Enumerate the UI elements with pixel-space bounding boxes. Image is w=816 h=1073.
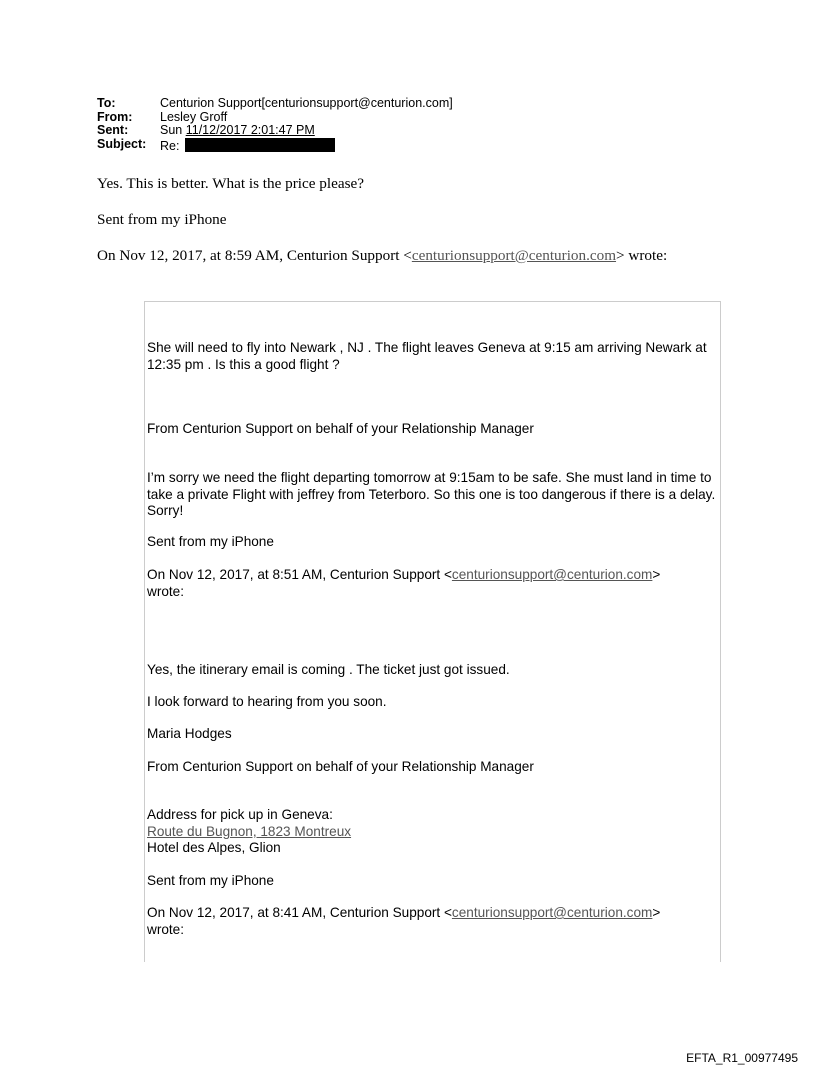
email-header	[97, 97, 453, 153]
sent-prefix: Sun	[160, 123, 186, 137]
sent-value-wrap	[160, 124, 315, 138]
subject-value-wrap	[160, 138, 335, 154]
itinerary-message: Yes, the itinerary email is coming . The ticket just got issued.	[147, 662, 510, 677]
hotel-line: Hotel des Alpes, Glion	[147, 840, 281, 855]
wrote-prefix: On Nov 12, 2017, at 8:59 AM, Centurion Support <	[97, 247, 412, 264]
to-label: To:	[97, 96, 116, 110]
reply-sent-from-iphone: Sent from my iPhone	[97, 211, 227, 228]
wrote-suffix: > wrote:	[616, 247, 668, 264]
wrote3-suffix: > wrote:	[147, 905, 661, 937]
address-link-wrap	[147, 824, 717, 841]
to-row	[97, 97, 453, 111]
wrote-line-2	[147, 567, 687, 600]
address-label: Address for pick up in Geneva:	[147, 807, 333, 822]
sent-value: 11/12/2017 2:01:47 PM	[185, 123, 315, 137]
sent-from-iphone-2: Sent from my iPhone	[147, 873, 274, 888]
sent-label: Sent:	[97, 123, 129, 137]
to-value: Centurion Support[centurionsupport@centurion.com]	[160, 96, 453, 110]
email-link-2[interactable]: centurionsupport@centurion.com	[451, 567, 653, 582]
signature: Maria Hodges	[147, 726, 232, 741]
look-forward-line: I look forward to hearing from you soon.	[147, 694, 387, 709]
address-link[interactable]: Route du Bugnon, 1823 Montreux	[147, 824, 352, 839]
from-label: From:	[97, 109, 133, 124]
sent-row	[97, 124, 453, 138]
reply-wrote-line	[97, 247, 667, 265]
email-link-3[interactable]: centurionsupport@centurion.com	[451, 905, 653, 920]
email-link[interactable]: centurionsupport@centurion.com	[411, 247, 617, 264]
reply-line-1: Yes. This is better. What is the price please?	[97, 175, 364, 192]
subject-label: Subject:	[97, 136, 147, 151]
redaction-bar	[185, 138, 335, 152]
sorry-message: I’m sorry we need the flight departing tomorrow at 9:15am to be safe. She must land in time to take a private Flight with jeffrey from Teterboro. So this one is too dangerous if there is a delay. Sorry!	[147, 470, 716, 518]
wrote2-suffix: > wrote:	[147, 567, 661, 599]
flight-message: She will need to fly into Newark , NJ . The flight leaves Geneva at 9:15 am arriving Newark at 12:35 pm . Is this a good flight ?	[147, 340, 707, 372]
quoted-message-box	[144, 301, 721, 962]
wrote3-prefix: On Nov 12, 2017, at 8:41 AM, Centurion Support <	[147, 905, 452, 920]
from-value: Lesley Groff	[160, 109, 228, 124]
wrote2-prefix: On Nov 12, 2017, at 8:51 AM, Centurion Support <	[147, 567, 452, 582]
subject-value: Re:	[160, 138, 180, 153]
document-id: EFTA_R1_00977495	[686, 1051, 798, 1065]
from-row	[97, 111, 453, 125]
behalf-line-1: From Centurion Support on behalf of your Relationship Manager	[147, 421, 534, 436]
subject-row	[97, 138, 453, 154]
wrote-line-3	[147, 905, 687, 938]
behalf-line-2: From Centurion Support on behalf of your Relationship Manager	[147, 759, 534, 774]
sent-from-iphone-1: Sent from my iPhone	[147, 534, 274, 549]
